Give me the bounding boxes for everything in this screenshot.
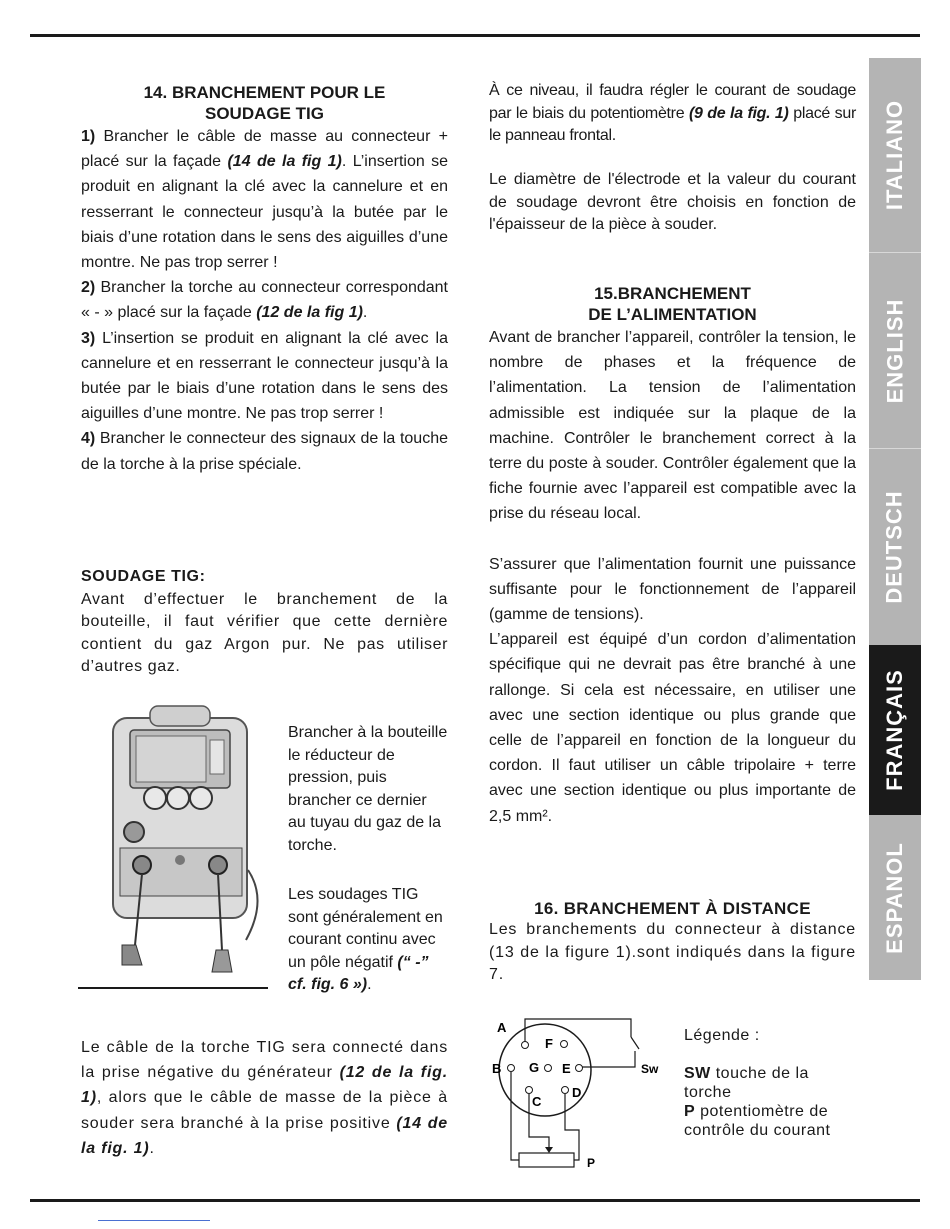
pin-c [526,1087,533,1094]
step-number: 2) [81,279,96,297]
tab-label: DEUTSCH [882,490,907,604]
footer-link-line [98,1220,210,1221]
section-16 [489,898,856,987]
step-text: Brancher la torche au connecteur correspondant « - » placé sur la façade [81,279,448,322]
pin-b [508,1065,515,1072]
figure-reference: (12 de la fig. 1) [81,1064,449,1107]
tig-section [81,566,448,679]
electrode-text: Le diamètre de l'électrode et la valeur du courant de soudage devront être choisis en fonction de l'épaisseur de la pièce à souder. [489,171,856,233]
legend-text: touche de la torche [684,1065,809,1101]
tig-current-text [288,884,448,997]
tab-label: ESPANOL [882,841,907,954]
pin-label-g: G [529,1060,540,1075]
tab-francais[interactable] [869,645,921,815]
section-15-paragraph-2: S’assurer que l’alimentation fournit une puissance suffisante pour le fonctionnement de l’appareil (gamme de tensions). [489,555,856,624]
wire-b-p [511,1072,519,1160]
torch-cable-paragraph [81,1035,448,1161]
switch-sw [631,1037,639,1049]
legend-p [684,1102,856,1140]
section-16-title: 16. BRANCHEMENT À DISTANCE [534,899,811,918]
step-text: L’insertion se produit en alignant la clé avec la cannelure et en resserrant le connecteur jusqu’à la butée par le biais d’une rotation dans le sens des aiguilles d’une montre. Ne pas trop serrer ! [81,329,448,423]
pin-d [562,1087,569,1094]
pin-label-d: D [572,1085,582,1100]
legend-key: P [684,1103,696,1120]
pin-label-e: E [562,1061,571,1076]
tig-text: Avant d’effectuer le branchement de la bouteille, il faut vérifier que cette dernière contient du gaz Argon pur. Ne pas utiliser d’autres gaz. [81,590,448,675]
section-14-title-line2: SOUDAGE TIG [204,104,324,123]
pin-e [576,1065,583,1072]
torch-cable-text: , alors que le câble de masse de la pièce à souder sera branché à la prise positive [81,1089,448,1132]
bottom-rule [30,1199,920,1202]
current-adjust-text: placé sur le panneau frontal. [489,104,856,144]
torch-cable-text: . [149,1139,155,1157]
tig-current-text-main: Les soudages TIG sont généralement en courant continu avec un pôle négatif [288,886,443,971]
step-text: Brancher le câble de masse au connecteur + placé sur la façade [81,128,448,171]
current-adjust-text: À ce niveau, il faudra régler le courant de soudage par le biais du potentiomètre [489,82,856,122]
step-3 [81,326,448,427]
section-14 [81,82,448,477]
potentiometer-arrow [545,1147,553,1153]
figure-reference: (14 de la fig 1) [227,153,342,171]
section-16-text: Les branchements du connecteur à distance (13 de la figure 1).sont indiqués dans la figure 7. [489,921,856,983]
section-15 [489,283,856,829]
step-text: . L’insertion se produit en alignant la clé avec la cannelure et en resserrant le connecteur jusqu’à la butée par le biais d’une rotation dans le sens des aiguilles d’une montre. Ne pas trop serrer ! [81,153,449,272]
pin-label-b: B [492,1061,502,1076]
step-text: . [362,304,368,322]
top-rule [30,34,920,37]
figure-reference: (14 de la fig. 1) [81,1114,449,1157]
section-15-title-line1: 15.BRANCHEMENT [594,284,751,303]
current-adjust-paragraph [489,80,856,148]
tab-deutsch[interactable] [869,449,921,645]
diagram-legend [684,1026,856,1140]
pin-f [561,1041,568,1048]
step-number: 3) [81,329,96,347]
step-1 [81,124,448,275]
pin-label-a: A [497,1020,507,1035]
tab-label: ENGLISH [882,298,908,403]
tab-label: ITALIANO [882,99,907,211]
step-2 [81,275,448,325]
switch-label: Sw [641,1062,659,1076]
legend-title: Légende : [684,1027,760,1044]
legend-text: potentiomètre de contrôle du courant [684,1103,831,1139]
section-14-title [81,82,448,124]
pressure-reducer-text: Brancher à la bouteille le réducteur de pression, puis brancher ce dernier au tuyau du gaz de la torche. [288,724,448,854]
torch-cable-text: Le câble de la torche TIG sera connecté dans la prise négative du générateur [81,1039,448,1082]
section-14-title-line1: 14. BRANCHEMENT POUR LE [143,83,386,102]
section-15-title-line2: DE L’ALIMENTATION [588,305,757,324]
potentiometer-label: P [587,1156,596,1170]
tab-label: FRANÇAIS [882,669,908,791]
figure-reference: (“ -” cf. fig. 6 ») [288,953,429,993]
figure-reference: (12 de la fig 1) [256,304,363,322]
figure-rule [78,987,268,989]
pin-a [522,1042,529,1049]
step-text: Brancher le connecteur des signaux de la touche de la torche à la prise spéciale. [81,430,448,473]
step-number: 1) [81,128,96,145]
tig-heading: SOUDAGE TIG: [81,568,206,585]
legend-sw [684,1064,856,1102]
tab-espanol[interactable] [869,815,921,980]
welding-machine-illustration [80,700,270,975]
figure-reference: (9 de la fig. 1) [689,104,789,122]
section-15-paragraph-3: L’appareil est équipé d’un cordon d’alimentation spécifique qui ne devrait pas être branché à une rallonge. Si cela est nécessaire, en utiliser une avec une section identique ou plus grande que celle de l’appareil en fonction de la longueur du cordon. Il faut utiliser un câble tripolaire + terre avec une section identique ou plus importante de 2,5 mm². [489,631,856,825]
pin-label-f: F [545,1036,553,1051]
step-number: 4) [81,430,96,448]
pin-label-c: C [532,1094,542,1109]
tab-italiano[interactable] [869,58,921,252]
remote-connector-diagram [489,1015,669,1175]
tab-english[interactable] [869,253,921,448]
potentiometer-p [519,1153,574,1167]
step-4 [81,426,448,476]
electrode-paragraph [489,169,856,237]
section-15-paragraph-1: Avant de brancher l’appareil, contrôler la tension, le nombre de phases et la fréquence de l’alimentation. La tension de l’alimentation admissible est indiquée sur la plaque de la machine. Contrôler le branchement correct à la terre du poste à souder. Contrôler également que la fiche fournie avec l’appareil est compatible avec la prise du réseau local. [489,329,856,523]
section-15-title [489,283,856,325]
pin-g [545,1065,552,1072]
tig-current-text-end: . [367,976,372,993]
legend-key: SW [684,1065,711,1082]
